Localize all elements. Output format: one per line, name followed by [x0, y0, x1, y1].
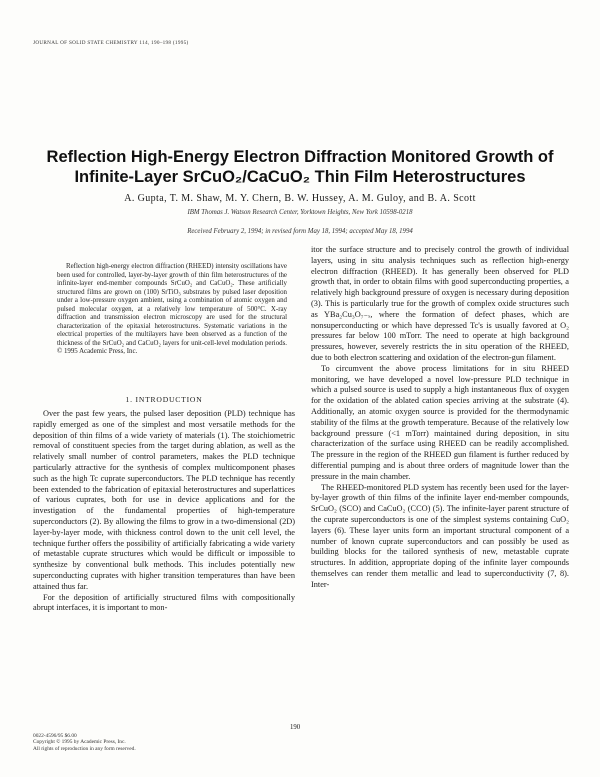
affiliation: IBM Thomas J. Watson Research Center, Yorktown Heights, New York 10598-0218	[187, 209, 413, 216]
copyright-line: Copyright © 1995 by Academic Press, Inc.	[33, 739, 126, 746]
right-column	[311, 245, 569, 591]
paragraph: itor the surface structure and to precisely control the growth of individual layers, using in situ analysis techniques such as reflection high-energy electron diffraction (RHEED). It has generally been observed for PLD growth that, in order to obtain films with good superconducting properties, a relatively high background pressure of oxygen is necessary during deposition (3). This is particularly true for the growth of complex oxide structures such as YBa₂Cu₃O₇₋ₓ, where the formation of defect phases, which are nonsuperconducting or which have depressed Tc's is usually favored at O₂ pressures far below 100 mTorr. The need to operate at high background pressures, however, severely restricts the in situ operation of the RHEED, due to both electron scattering and oxidation of the electron-gun filament.	[311, 245, 569, 362]
copyright-notice	[33, 733, 136, 752]
paragraph: Over the past few years, the pulsed laser deposition (PLD) technique has rapidly emerged as one of the simplest and most versatile methods for the deposition of thin films of a wide variety of materials (1). The stoichiometric removal of constituent species from the target during ablation, as well as the relatively small number of control parameters, makes the PLD technique particularly attractive for the synthesis of complex multicomponent phases such as the high Tc cuprate superconductors. The PLD technique has recently been extended to the fabrication of epitaxial heterostructures and superlattices of various cuprates, both for use in device applications and for the investigation of the fundamental properties of high-temperature superconductors (2). By allowing the films to grow in a two-dimensional (2D) layer-by-layer mode, with thickness control down to the unit cell level, the technique further offers the possibility of artificially fabricating a wide variety of metastable cuprate structures which would be difficult or impossible to synthesize by conventional bulk methods. This includes potentially new superconducting cuprates with higher transition temperatures than have been attained thus far.	[33, 409, 295, 591]
section-heading: 1. INTRODUCTION	[125, 395, 203, 404]
copyright-line: All rights of reproduction in any form reserved.	[33, 745, 136, 752]
paragraph: For the deposition of artificially structured films with compositionally abrupt interfaces, it is important to mon-	[33, 592, 295, 613]
title-line-1: Reflection High-Energy Electron Diffraction Monitored Growth of	[46, 148, 554, 166]
copyright-line: 0022-4596/95 $6.00	[33, 733, 77, 739]
paragraph: To circumvent the above process limitations for in situ RHEED monitoring, we have developed a novel low-pressure PLD technique in which a pulsed source is used to supply a high instantaneous flux of oxygen for the oxidation of the ablated cation species arriving at the substrate (4). Additionally, an atomic oxygen source is provided for the thermodynamic stability of the films at the growth temperature. Because of the relatively low background pressure (<1 mTorr) maintained during deposition, in situ characterization of the surface using RHEED can be readily accomplished. The pressure in the region of the RHEED gun filament is further reduced by differential pumping and is about three orders of magnitude lower than the pressure in the main chamber.	[311, 363, 569, 481]
author-list: A. Gupta, T. M. Shaw, M. Y. Chern, B. W. Hussey, A. M. Guloy, and B. A. Scott	[124, 193, 476, 204]
paragraph: The RHEED-monitored PLD system has recently been used for the layer-by-layer growth of thin films of the infinite layer end-member compounds, SrCuO₂ (SCO) and CaCuO₂ (CCO) (5). The infinite-layer parent structure of the cuprate superconductors is one of the simplest systems containing CuO₂ layers (6). These layer units form an important structural component of a number of known cuprate superconductors and can possibly be used as building blocks for the tailored synthesis of new, metastable cuprate structures. In addition, appropriate doping of the infinite layer compounds themselves can render them metallic and lead to superconductivity (7, 8). Inter-	[311, 482, 569, 589]
journal-header: JOURNAL OF SOLID STATE CHEMISTRY 114, 190–198 (1995)	[33, 40, 189, 46]
article-title	[30, 147, 570, 187]
abstract: Reflection high-energy electron diffraction (RHEED) intensity oscillations have been used for controlled, layer-by-layer growth of thin film heterostructures of the infinite-layer end-member compounds SrCuO₂ and CaCuO₂. These artificially structured films are grown on (100) SrTiO₃ substrates by pulsed laser deposition under a low-pressure oxygen ambient, using a combination of atomic oxygen and pulsed molecular oxygen, at a relatively low temperature of 500°C. X-ray diffraction and transmission electron microscopy are used for the structural characterization of the epitaxial heterostructures. Systematic variations in the electrical properties of the multilayers have been observed as a function of the thickness of the SrCuO₂ and CaCuO₂ layers for unit-cell-level modulation periods. © 1995 Academic Press, Inc.	[57, 263, 287, 355]
page-number: 190	[290, 724, 301, 731]
title-line-2: Infinite-Layer SrCuO₂/CaCuO₂ Thin Film Heterostructures	[74, 168, 526, 186]
received-dates: Received February 2, 1994; in revised form May 18, 1994; accepted May 18, 1994	[187, 228, 413, 235]
left-column	[33, 409, 295, 614]
